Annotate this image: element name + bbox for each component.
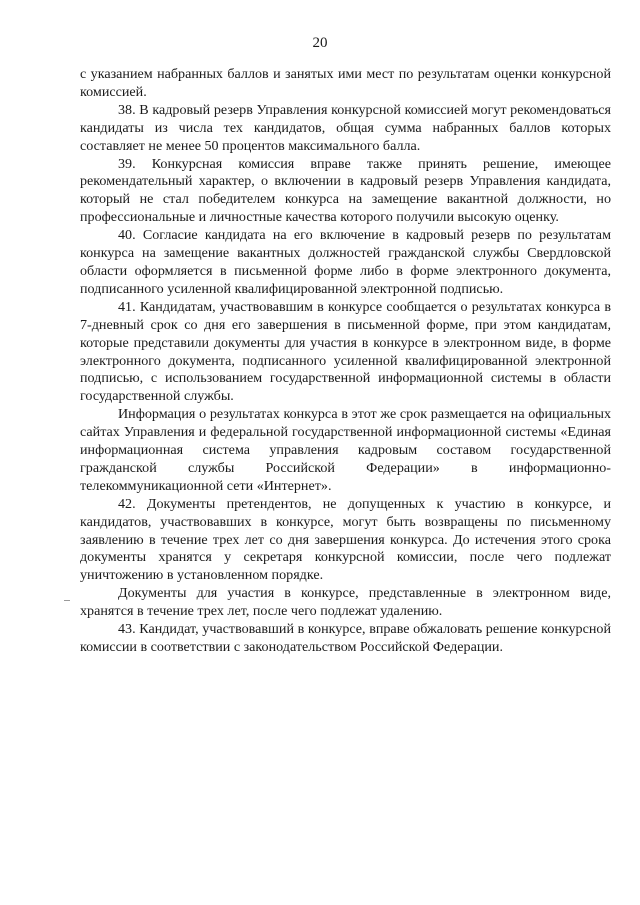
paragraph-40: 40. Согласие кандидата на его включение в кадровый резерв по результатам конкурса на замещение вакантных должностей гражданской службы Свердловской области оформляется в письменной форме либо в форме электронного документа, подписанного усиленной квалифицированной электронной подписью. [80,227,611,297]
paragraph-42-electronic-documents: Документы для участия в конкурсе, представленные в электронном виде, хранятся в течение трех лет, после чего подлежат удалению. [80,585,611,620]
paragraph-41-information: Информация о результатах конкурса в этот же срок размещается на официальных сайтах Управления и федеральной государственной информационной системы «Единая информационная система управления кадровым составом государственной гражданской службы Российской Федерации» в информационно-телекоммуникационной сети «Интернет». [80,406,611,494]
paragraph-38: 38. В кадровый резерв Управления конкурсной комиссией могут рекомендоваться кандидаты из числа тех кандидатов, общая сумма набранных баллов которых составляет не менее 50 процентов максимального балла. [80,101,611,154]
document-body [80,66,611,657]
paragraph-continuation: с указанием набранных баллов и занятых ими мест по результатам оценки конкурсной комиссией. [80,66,611,100]
paragraph-43: 43. Кандидат, участвовавший в конкурсе, вправе обжаловать решение конкурсной комиссии в соответствии с законодательством Российской Федерации. [80,621,611,655]
scan-mark [64,600,70,601]
paragraph-42: 42. Документы претендентов, не допущенных к участию в конкурсе, и кандидатов, участвовавших в конкурсе, могут быть возвращены по письменному заявлению в течение трех лет со дня завершения конкурса. До истечения этого срока документы хранятся у секретаря конкурсной комиссии, после чего подлежат уничтожению в установленном порядке. [80,495,611,584]
paragraph-39: 39. Конкурсная комиссия вправе также принять решение, имеющее рекомендательный характер, о включении в кадровый резерв Управления кандидата, который не стал победителем конкурса на замещение вакантной должности, но профессиональные и личностные качества которого получили высокую оценку. [80,155,611,226]
page-number: 20 [312,35,328,51]
paragraph-41: 41. Кандидатам, участвовавшим в конкурсе сообщается о результатах конкурса в 7-дневный срок со дня его завершения в письменной форме, при этом кандидатам, которые представили документы для участия в конкурсе в электронном виде, в форме электронного документа, подписанного усиленной квалифицированной электронной подписью, с использованием государственной информационной системы в области государственной службы. [80,298,611,405]
